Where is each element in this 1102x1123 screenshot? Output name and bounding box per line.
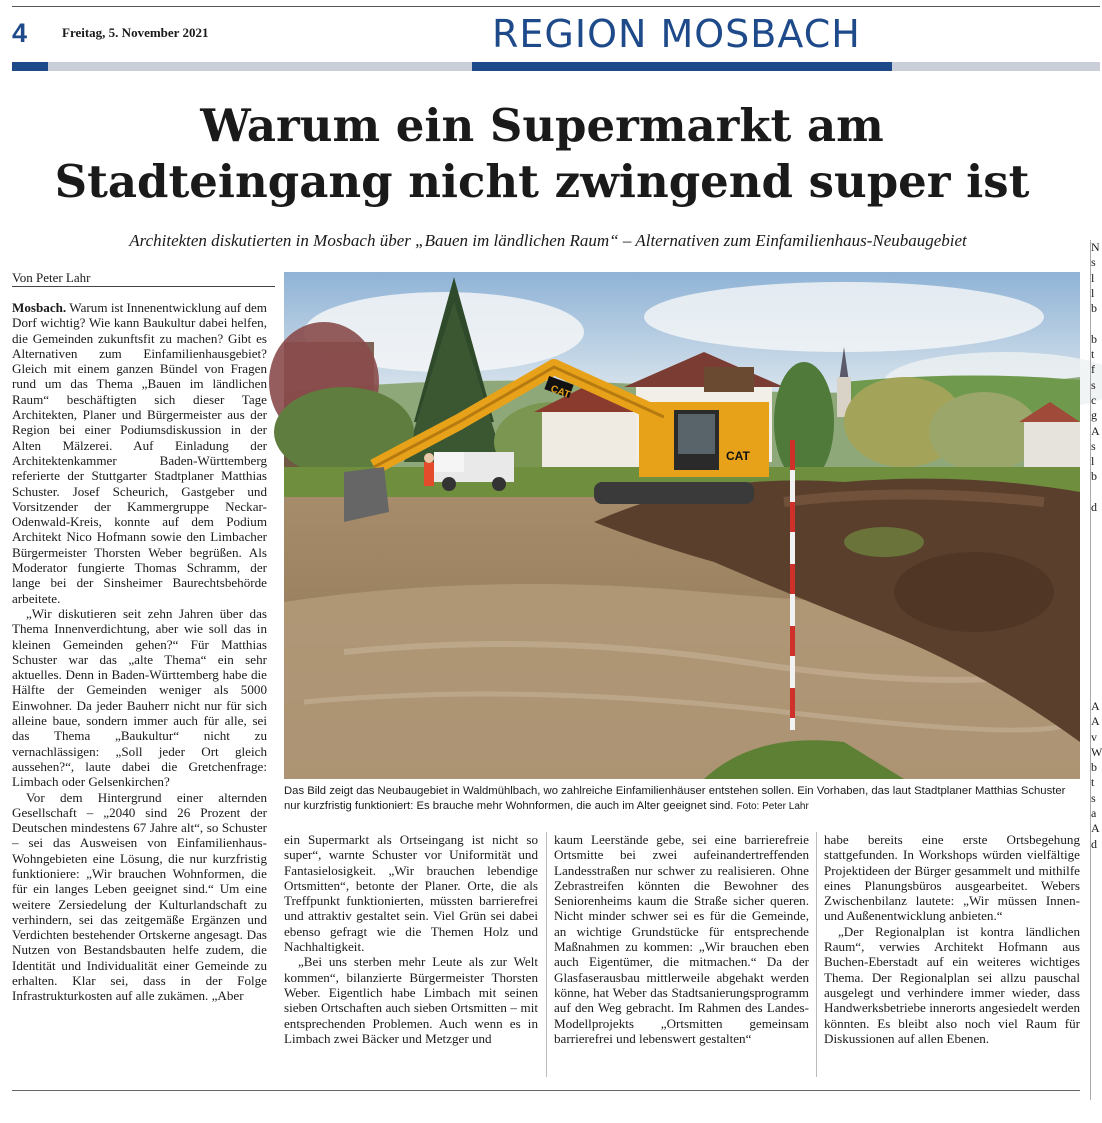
edge-letter <box>1091 546 1100 561</box>
edge-letter <box>1091 531 1100 546</box>
edge-letter: A <box>1091 698 1100 713</box>
article-column-2 <box>284 832 538 1046</box>
edge-letter: v <box>1091 729 1097 744</box>
edge-letter <box>1091 316 1100 331</box>
photo-caption <box>284 784 1080 814</box>
edge-letter <box>1091 561 1100 576</box>
edge-letter: A <box>1091 423 1100 438</box>
paragraph: Vor dem Hintergrund einer alternden Gesellschaft – „2040 sind 26 Prozent der Deutschen mindestens 67 Jahre alt“, so Schuster – sei das Ausweisen von Einfamilienhaus-Wohngebieten eine Lösung, die nur kurzfristig funktioniere: „Wir brauchen Wohnformen, die für ein langes Leben geeignet sind.“ Um eine weitere Zersiedelung der Kulturlandschaft zu verhindern, sei das zeitgemäße Ergänzen und Verdichten bestehender Ortskerne angesagt. Das Nutzen von Bestandsbauten helfe zudem, die Identität und Individualität einer Gemeinde zu erhalten. Klar sei, dass in der Folge Infrastrukturkosten auf alle zukämen. „Aber <box>12 789 267 1004</box>
header-band <box>48 62 472 71</box>
excavator-brand: CAT <box>726 449 750 463</box>
edge-letter: s <box>1091 438 1096 453</box>
edge-letter <box>1091 653 1100 668</box>
edge-letter: s <box>1091 790 1096 805</box>
edge-letter <box>1091 898 1100 913</box>
column-rule <box>816 832 817 1077</box>
edge-letter: s <box>1091 377 1096 392</box>
article-column-4 <box>824 832 1080 1046</box>
bottom-rule <box>12 1090 1080 1091</box>
edge-letter <box>1091 944 1100 959</box>
edge-letter <box>1091 882 1100 897</box>
paragraph: habe bereits eine erste Ortsbegehung stattgefunden. In Workshops würden vielfältige Projektideen der Bürger gesammelt und mithilfe eines Planungsbüros ausgearbeitet. Webers Zwischenbilanz lautete: „Wir müssen Innen- und Außenentwicklung anbieten.“ <box>824 832 1080 924</box>
edge-letter: d <box>1091 836 1097 851</box>
dateline: Mosbach. <box>12 300 67 315</box>
article-subheadline: Architekten diskutierten in Mosbach über „Bauen im ländlichen Raum“ – Alternativen zum Einfamilienhaus-Neubaugebiet <box>129 231 967 250</box>
edge-letter <box>1091 638 1100 653</box>
edge-letter <box>1091 684 1100 699</box>
caption-text: Das Bild zeigt das Neubaugebiet in Waldmühlbach, wo zahlreiche Einfamilienhäuser entstehen sollen. Ein Vorhaben, das laut Stadtplaner Matthias Schuster nur kurzfristig funktioniert: Es brauche mehr Wohnformen, die auch im Alter geeignet sind. <box>284 785 1066 812</box>
article-column-3 <box>554 832 809 1046</box>
edge-letter: l <box>1091 285 1095 300</box>
edge-letter <box>1091 1035 1100 1050</box>
boom-brand: CAT <box>549 383 572 401</box>
edge-letter: s <box>1091 255 1096 270</box>
edge-letter: l <box>1091 454 1095 469</box>
edge-letter <box>1091 990 1100 1005</box>
article-column-1 <box>12 300 267 1004</box>
page-number: 4 <box>12 18 28 48</box>
edge-letter <box>1091 1081 1100 1096</box>
paragraph: „Wir diskutieren seit zehn Jahren über das Thema Innenverdichtung, aber wie soll das in kleinen Gemeinden gehen?“ Für Matthias Schuster war das „alte Thema“ ein sehr aktuelles. Denn in Baden-Württemberg habe die Hälfte der Gemeinden weniger als 5000 Einwohner. Da jeder Bauherr nicht nur für sich alleine baue, sondern immer auch für alle, sei das Thema „Baukultur“ nicht zu vernachlässigen: „Soll jeder Ort gleich aussehen?“, laute dabei die Gretchenfrage: Limbach oder Gelsenkirchen? <box>12 605 267 790</box>
header-band <box>472 62 892 71</box>
photo-credit: Foto: Peter Lahr <box>736 801 809 812</box>
edge-letter <box>1091 959 1100 974</box>
paragraph <box>12 300 267 606</box>
edge-letter <box>1091 1051 1100 1066</box>
edge-letter <box>1091 577 1100 592</box>
edge-letter <box>1091 668 1100 683</box>
edge-letter: d <box>1091 500 1097 515</box>
excavator-tracks <box>594 482 754 504</box>
byline-rule <box>12 286 275 287</box>
edge-letter <box>1091 485 1100 500</box>
edge-letter <box>1091 622 1100 637</box>
construction-site-photo <box>284 272 1080 779</box>
edge-letter <box>1091 1020 1100 1035</box>
edge-letter: l <box>1091 270 1095 285</box>
survey-pole <box>790 440 795 730</box>
article-photo <box>284 272 1080 779</box>
edge-letter <box>1091 1005 1100 1020</box>
byline: Von Peter Lahr <box>12 270 91 285</box>
edge-letter: W <box>1091 744 1102 759</box>
edge-letter: b <box>1091 331 1097 346</box>
adjacent-article-fragment <box>1091 240 1100 1100</box>
article-headline <box>0 98 1084 210</box>
headline-line: Stadteingang nicht zwingend super ist <box>54 155 1030 208</box>
paragraph: „Der Regionalplan ist kontra ländlichen Raum“, verwies Architekt Hofmann aus Buchen-Eberstadt auf ein weiteres wichtiges Thema. Der Regionalplan sei allzu pauschal ausgelegt und verhindere immer wieder, dass Handwerksbetriebe innerorts angesiedelt werden könnten. Es bleibt also noch viel Raum für Diskussionen auf allen Ebenen. <box>824 923 1080 1046</box>
paragraph-text: Warum ist Innenentwicklung auf dem Dorf wichtig? Wie kann Baukultur dabei helfen, die Gemeinden zukunftsfit zu machen? Gibt es Alternativen zum Einfamilienhausgebiet? Gleich mit einem ganzen Bündel von Fragen rund um das Thema „Bauen im ländlichen Raum“ beschäftigten sich dieser Tage Architekten, Planer und Bürgermeister aus der Region bei einer Podiumsdiskussion in der Alten Mälzerei. Auf Einladung der Architektenkammer Baden-Württemberg referierte der Stuttgarter Stadtplaner Matthias Schuster. Josef Scheurich, Gastgeber und Vorsitzender der Kammergruppe Neckar-Odenwald-Kreis, konnte auf dem Podium Architekt Nico Hofmann sowie den Limbacher Bürgermeister Thorsten Weber begrüßen. Als Moderator fungierte Thomas Schramm, der lange bei der Sinsheimer Baurechtsbehörde arbeitete. <box>12 300 267 606</box>
column-rule <box>546 832 547 1077</box>
section-title: REGION MOSBACH <box>492 12 861 56</box>
edge-letter <box>1091 515 1100 530</box>
edge-letter: f <box>1091 362 1095 377</box>
header-band <box>12 62 48 71</box>
edge-letter: c <box>1091 392 1097 407</box>
paragraph: ein Supermarkt als Ortseingang ist nicht so super“, warnte Schuster vor Uniformität und Fantasielosigkeit. „Wir brauchen lebendige Ortsmitten“, betonte der Planer. Orte, die als Treffpunkt funktionierten, müssten barrierefrei und attraktiv gestaltet sein. Viel Grün sei dabei ebenso gefragt wie die Themen Holz und Nachhaltigkeit. <box>284 832 538 955</box>
edge-letter <box>1091 1066 1100 1081</box>
edge-letter <box>1091 913 1100 928</box>
edge-letter: A <box>1091 821 1100 836</box>
edge-letter: a <box>1091 805 1097 820</box>
edge-letter: g <box>1091 408 1097 423</box>
edge-letter <box>1091 607 1100 622</box>
edge-letter <box>1091 592 1100 607</box>
edge-letter <box>1091 974 1100 989</box>
paragraph: „Bei uns sterben mehr Leute als zur Welt kommen“, bilanzierte Bürgermeister Thorsten Weber. Eigentlich habe Limbach mit seinen sieben Ortschaften auch sieben Ortsmitten – mit entsprechenden Problemen. Auch wenn es in Limbach zwei Bäcker und Metzger und <box>284 954 538 1046</box>
paragraph: kaum Leerstände gebe, sei eine barrierefreie Ortsmitte bei zwei aufeinandertreffenden Landesstraßen nur schwer zu realisieren. Ohne Zebrastreifen könnten die Bewohner des Seniorenheims kaum die Straße sicher queren. Nicht minder schwer sei es für die Gemeinde, an wichtige Grundstücke für entsprechende Maßnahmen zu kommen: „Wir brauchen eben auch Eigentümer, die mitmachen.“ Da der Glasfaserausbau mittlerweile abgehakt werden könne, hat Weber das Stadtsanierungsprogramm auf den Weg gebracht. Im Rahmen des Landes-Modellprojekts „Ortsmitten gemeinsam barrierefrei und lebenswert gestalten“ <box>554 832 809 1046</box>
edge-letter: t <box>1091 775 1095 790</box>
edge-letter: t <box>1091 347 1095 362</box>
edge-letter: b <box>1091 469 1097 484</box>
edge-letter <box>1091 928 1100 943</box>
worker <box>424 462 434 486</box>
edge-letter: N <box>1091 240 1100 254</box>
edge-letter <box>1091 867 1100 882</box>
edge-letter: A <box>1091 714 1100 729</box>
edge-letter <box>1091 852 1100 867</box>
issue-date: Freitag, 5. November 2021 <box>62 25 209 40</box>
top-rule <box>12 6 1100 7</box>
header-band <box>892 62 1100 71</box>
edge-letter: b <box>1091 760 1097 775</box>
headline-line: Warum ein Supermarkt am <box>200 99 884 152</box>
edge-letter: b <box>1091 301 1097 316</box>
